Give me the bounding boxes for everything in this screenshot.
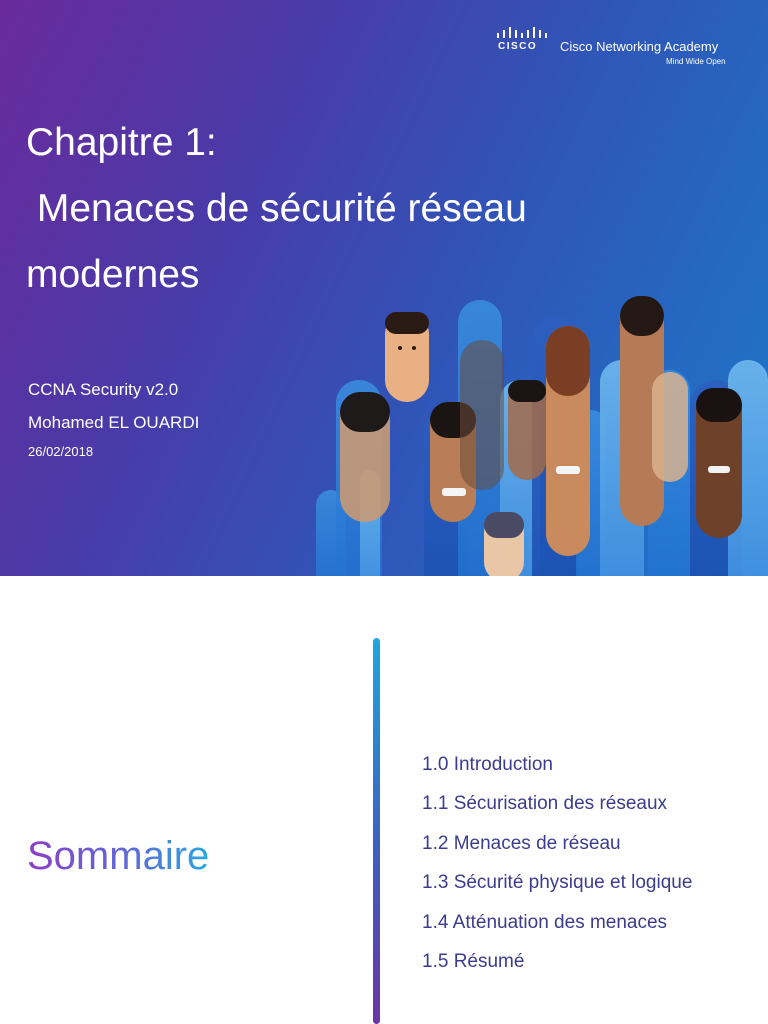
cisco-logo xyxy=(496,26,548,54)
agenda-item: 1.5 Résumé xyxy=(422,950,525,972)
cisco-wordmark: CISCO xyxy=(498,41,538,52)
agenda-list xyxy=(422,752,692,988)
title-line: modernes xyxy=(26,253,200,296)
cisco-bars-icon xyxy=(496,26,548,40)
author-name: Mohamed EL OUARDI xyxy=(28,413,200,432)
course-name: CCNA Security v2.0 xyxy=(28,380,179,399)
agenda-heading: Sommaire xyxy=(27,834,210,878)
presentation-date: 26/02/2018 xyxy=(28,444,94,459)
face-pill xyxy=(385,312,429,402)
academy-name: Cisco Networking Academy xyxy=(560,39,719,54)
agenda-item: 1.4 Atténuation des menaces xyxy=(422,911,668,933)
agenda-item: 1.0 Introduction xyxy=(422,754,553,775)
slide-title xyxy=(26,110,626,308)
academy-tagline: Mind Wide Open xyxy=(666,57,726,66)
agenda-slide xyxy=(0,576,768,1024)
title-line: Menaces de sécurité réseau xyxy=(26,187,527,230)
agenda-item: 1.3 Sécurité physique et logique xyxy=(422,872,693,894)
agenda-item: 1.2 Menaces de réseau xyxy=(422,832,621,854)
agenda-item: 1.1 Sécurisation des réseaux xyxy=(422,793,668,815)
vertical-divider xyxy=(373,638,380,1024)
title-line: Chapitre 1: xyxy=(26,121,217,164)
